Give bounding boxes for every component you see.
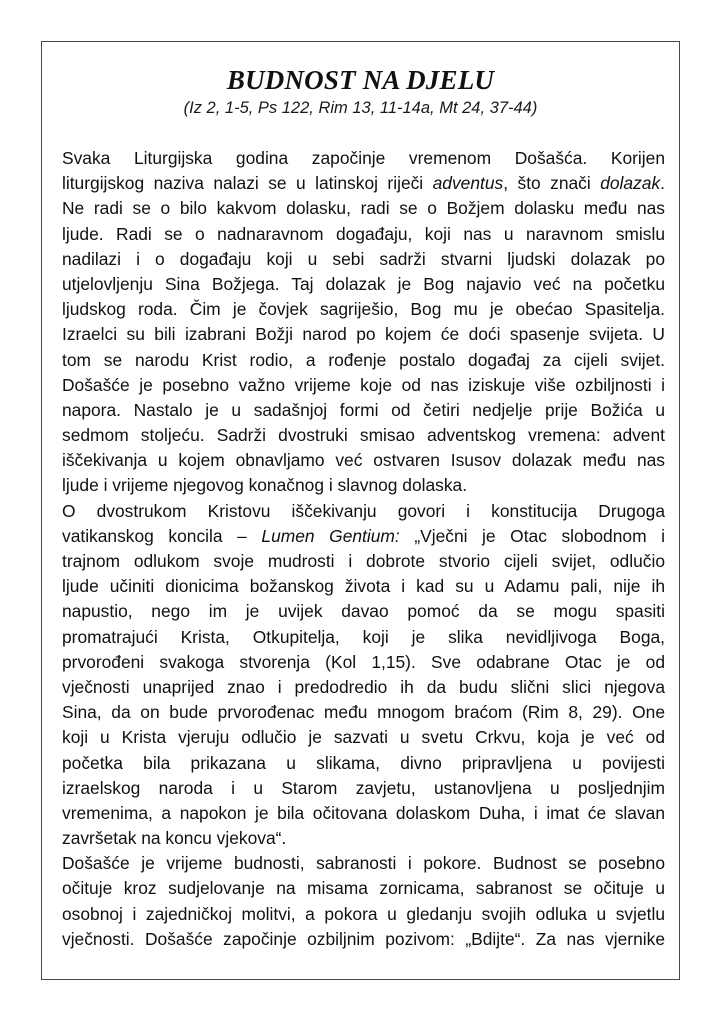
- text-line: Došašće je posebno važno vrijeme koje od nas iziskuje više ozbiljnosti i: [62, 374, 665, 395]
- text-line: vječnosti unaprijed znao i predodredio ih da budu slični slici njegova: [62, 676, 665, 697]
- text-line: početka bila prikazana u slikama, divno pripravljena u povijesti: [62, 752, 665, 773]
- text-line: promatrajući Krista, Otkupitelja, koji je slika nevidljivoga Boga,: [62, 626, 665, 647]
- text-line: ljudskog roda. Čim je čovjek sagriješio, Bog mu je obećao Spasitelja.: [62, 299, 665, 320]
- text-line: vremenima, a napokon je bila očitovana dolaskom Duha, i imat će slavan: [62, 802, 665, 823]
- text-line: očituje kroz sudjelovanje na misama zornicama, sabranost se očituje u: [62, 878, 665, 899]
- text-line: napustio, nego im je uvijek davao pomoć da se mogu spasiti: [62, 601, 665, 622]
- text-line: utjelovljenju Sina Božjega. Taj dolazak je Bog najavio već na početku: [62, 273, 665, 294]
- text-line: liturgijskog naziva nalazi se u latinskoj riječi adventus, što znači dolazak.: [62, 173, 665, 194]
- text-line: Svaka Liturgijska godina započinje vremenom Došašća. Korijen: [62, 148, 665, 168]
- text-line: koji u Krista vjeruju odlučio je sazvati u svetu Crkvu, koja je već od: [62, 727, 665, 748]
- text-line: prvorođeni svakoga stvorenja (Kol 1,15). Sve odabrane Otac je od: [62, 651, 665, 672]
- text-line: Ne radi se o bilo kakvom dolasku, radi se o Božjem dolasku među nas: [62, 198, 665, 219]
- text-line: izraelskog naroda i u Starom zavjetu, ustanovljena u posljednjim: [62, 777, 665, 798]
- text-line: ljude i vrijeme njegovog konačnog i slavnog dolaska.: [62, 475, 468, 496]
- text-line: ljude učiniti dionicima božanskog života i kad su u Adamu pali, nije ih: [62, 576, 665, 597]
- text-line: ljude. Radi se o nadnaravnom događaju, koji nas u naravnom smislu: [62, 223, 665, 244]
- page-frame: [41, 41, 680, 980]
- text-line: napora. Nastalo je u sadašnjoj formi od četiri nedjelje prije Božića u: [62, 399, 665, 420]
- text-line: Došašće je vrijeme budnosti, sabranosti i pokore. Budnost se posebno: [62, 853, 665, 874]
- scripture-references: (Iz 2, 1-5, Ps 122, Rim 13, 11-14a, Mt 24, 37-44): [183, 99, 538, 117]
- emphasized-term: adventus: [432, 173, 504, 194]
- text-line: trajnom odlukom svoje mudrosti i dobrote stvorio cijeli svijet, odlučio: [62, 551, 665, 571]
- text-line: O dvostrukom Kristovu iščekivanju govori i konstitucija Drugoga: [62, 500, 665, 521]
- paragraph: [62, 146, 665, 499]
- text-line: Izraelci su bili izabrani Božji narod po kojem će doći spasenje svijeta. U: [62, 324, 665, 345]
- document-title: BUDNOST NA DJELU: [226, 65, 495, 95]
- emphasized-term: dolazak: [600, 173, 661, 194]
- text-line: iščekivanja u kojem obnavljamo već ostvaren Isusov dolazak među nas: [62, 450, 665, 471]
- text-line: Sina, da on bude prvorođenac među mnogom braćom (Rim 8, 29). One: [62, 702, 665, 723]
- text-line: vječnosti. Došašće započinje ozbiljnim pozivom: „Bdijte“. Za nas vjernike: [62, 928, 665, 949]
- text-line: tom se narodu Krist rodio, a rođenje postalo događaj za cijeli svijet.: [62, 349, 665, 370]
- paragraph: [62, 499, 665, 852]
- document-body: [62, 146, 665, 952]
- text-line: sedmom stoljeću. Sadrži dvostruki smisao adventskog vremena: advent: [62, 425, 665, 446]
- text-line: nadilazi i o događaju koji u sebi sadrži stvarni ljudski dolazak po: [62, 248, 665, 269]
- text-line: osobnoj i zajedničkoj molitvi, a pokora u gledanju svojih odluka u svjetlu: [62, 903, 665, 924]
- text-line: vatikanskog koncila – Lumen Gentium: „Vječni je Otac slobodnom i: [62, 525, 666, 546]
- text-line: završetak na koncu vjekova“.: [62, 828, 287, 849]
- paragraph: [62, 851, 665, 952]
- emphasized-term: Lumen Gentium:: [261, 525, 400, 546]
